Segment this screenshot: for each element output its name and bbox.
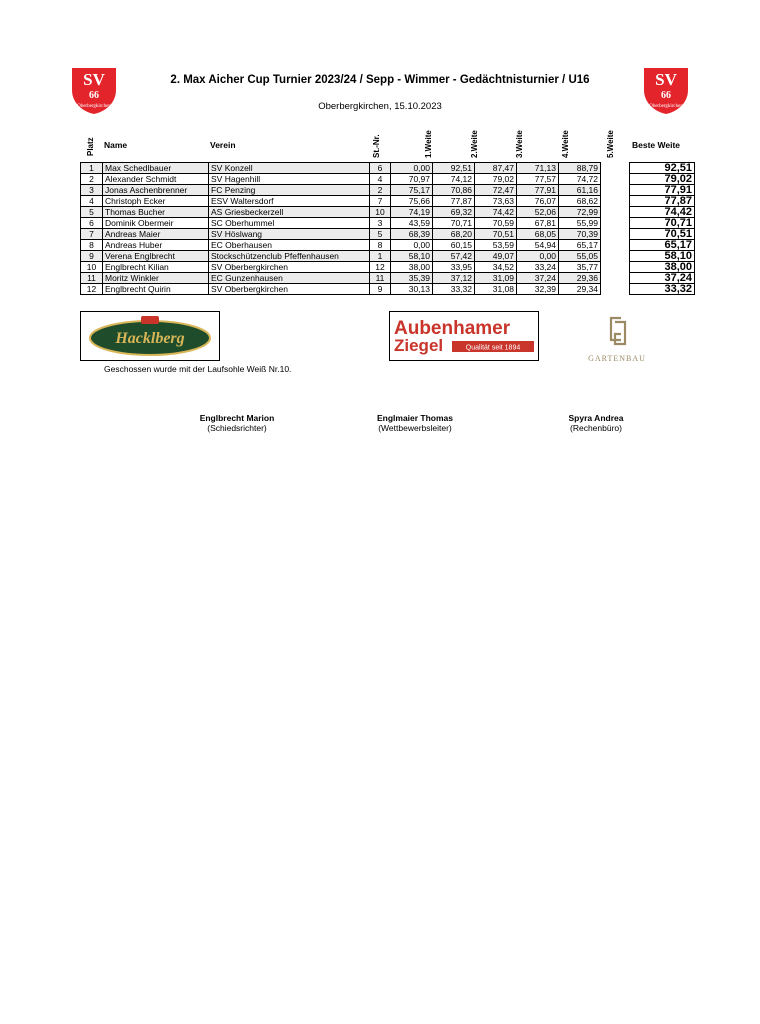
cell-throw-5: 61,16 — [559, 185, 601, 196]
aubenhamer-line2: Ziegel — [394, 336, 444, 355]
cell-best: 92,51 — [630, 163, 695, 174]
cell-club: SV Konzell — [209, 163, 370, 174]
cell-throw-5: 29,36 — [559, 273, 601, 284]
cell-throw-5: 74,72 — [559, 174, 601, 185]
col-header-throw-1: 1.Weite — [424, 130, 433, 158]
cell-throw-4: 37,24 — [517, 273, 559, 284]
cell-start-no: 12 — [370, 262, 391, 273]
aubenhamer-logo — [390, 312, 538, 360]
cell-rank: 1 — [81, 163, 103, 174]
cell-throw-3: 70,59 — [475, 218, 517, 229]
cell-club: SC Oberhummel — [209, 218, 370, 229]
cell-start-no: 2 — [370, 185, 391, 196]
cell-throw-2: 68,20 — [433, 229, 475, 240]
table-row — [81, 163, 601, 174]
cell-throw-5: 72,99 — [559, 207, 601, 218]
cell-throw-3: 53,59 — [475, 240, 517, 251]
best-distance-table — [629, 162, 695, 295]
cell-best: 33,32 — [630, 284, 695, 295]
cell-start-no: 3 — [370, 218, 391, 229]
logo-number: 66 — [661, 90, 671, 101]
cell-throw-2: 92,51 — [433, 163, 475, 174]
cell-throw-3: 31,08 — [475, 284, 517, 295]
cell-start-no: 9 — [370, 284, 391, 295]
cell-name: Englbrecht Quirin — [103, 284, 209, 295]
best-row — [630, 229, 695, 240]
cell-start-no: 5 — [370, 229, 391, 240]
cell-rank: 8 — [81, 240, 103, 251]
table-row — [81, 229, 601, 240]
signature-name: Englmaier Thomas — [376, 413, 454, 423]
best-row — [630, 207, 695, 218]
table-row — [81, 196, 601, 207]
table-row — [81, 284, 601, 295]
best-row — [630, 284, 695, 295]
cell-throw-3: 73,63 — [475, 196, 517, 207]
cell-throw-5: 70,39 — [559, 229, 601, 240]
cell-throw-5: 55,05 — [559, 251, 601, 262]
cell-start-no: 4 — [370, 174, 391, 185]
cell-throw-3: 74,42 — [475, 207, 517, 218]
cell-name: Dominik Obermeir — [103, 218, 209, 229]
sponsor-aubenhamer — [389, 311, 539, 361]
cell-throw-3: 72,47 — [475, 185, 517, 196]
cell-best: 37,24 — [630, 273, 695, 284]
cell-throw-4: 76,07 — [517, 196, 559, 207]
cell-throw-4: 77,91 — [517, 185, 559, 196]
cell-throw-1: 58,10 — [391, 251, 433, 262]
cell-throw-5: 65,17 — [559, 240, 601, 251]
col-header-name: Name — [104, 140, 128, 150]
cell-throw-1: 70,97 — [391, 174, 433, 185]
cell-throw-5: 68,62 — [559, 196, 601, 207]
table-row — [81, 262, 601, 273]
cell-throw-1: 75,17 — [391, 185, 433, 196]
table-row — [81, 240, 601, 251]
cell-throw-3: 31,09 — [475, 273, 517, 284]
cell-best: 77,87 — [630, 196, 695, 207]
cell-throw-4: 32,39 — [517, 284, 559, 295]
cell-name: Thomas Bucher — [103, 207, 209, 218]
cell-name: Englbrecht Kilian — [103, 262, 209, 273]
cell-rank: 9 — [81, 251, 103, 262]
cell-club: SV Oberbergkirchen — [209, 262, 370, 273]
cell-name: Andreas Huber — [103, 240, 209, 251]
cell-rank: 7 — [81, 229, 103, 240]
cell-throw-5: 88,79 — [559, 163, 601, 174]
col-header-throw-3: 3.Weite — [515, 130, 524, 158]
table-row — [81, 185, 601, 196]
cell-start-no: 11 — [370, 273, 391, 284]
best-row — [630, 273, 695, 284]
cell-club: EC Gunzenhausen — [209, 273, 370, 284]
cell-throw-1: 75,66 — [391, 196, 433, 207]
cell-throw-1: 68,39 — [391, 229, 433, 240]
page-subtitle: Oberbergkirchen, 15.10.2023 — [318, 101, 442, 112]
cell-best: 65,17 — [630, 240, 695, 251]
cell-best: 79,02 — [630, 174, 695, 185]
cell-throw-2: 37,12 — [433, 273, 475, 284]
best-row — [630, 251, 695, 262]
logo-ring-text: Oberbergkirchen — [77, 104, 111, 109]
cell-throw-1: 35,39 — [391, 273, 433, 284]
logo-text: SV — [83, 70, 105, 89]
table-row — [81, 251, 601, 262]
hacklberg-text: Hacklberg — [115, 330, 185, 347]
signature-role: (Schiedsrichter) — [207, 423, 267, 433]
cell-throw-2: 69,32 — [433, 207, 475, 218]
cell-start-no: 1 — [370, 251, 391, 262]
cell-throw-2: 70,86 — [433, 185, 475, 196]
col-header-club: Verein — [210, 140, 236, 150]
best-row — [630, 196, 695, 207]
cell-club: SV Hagenhill — [209, 174, 370, 185]
cell-throw-2: 60,15 — [433, 240, 475, 251]
cell-throw-4: 54,94 — [517, 240, 559, 251]
cell-throw-2: 33,32 — [433, 284, 475, 295]
best-row — [630, 240, 695, 251]
best-row — [630, 218, 695, 229]
cell-throw-1: 43,59 — [391, 218, 433, 229]
cell-rank: 5 — [81, 207, 103, 218]
cell-throw-4: 33,24 — [517, 262, 559, 273]
logo-number: 66 — [89, 90, 99, 101]
cell-start-no: 8 — [370, 240, 391, 251]
col-header-throw-2: 2.Weite — [470, 130, 479, 158]
col-header-rank: Platz — [86, 137, 95, 156]
cell-best: 70,71 — [630, 218, 695, 229]
results-table — [80, 162, 601, 295]
cell-club: SV Höslwang — [209, 229, 370, 240]
cell-name: Moritz Winkler — [103, 273, 209, 284]
cell-club: SV Oberbergkirchen — [209, 284, 370, 295]
table-row — [81, 273, 601, 284]
logo-ring-text: Oberbergkirchen — [649, 104, 683, 109]
best-row — [630, 185, 695, 196]
cell-throw-2: 77,87 — [433, 196, 475, 207]
cell-throw-3: 70,51 — [475, 229, 517, 240]
cell-name: Christoph Ecker — [103, 196, 209, 207]
cell-rank: 12 — [81, 284, 103, 295]
gartenbau-text: GARTENBAU — [588, 354, 646, 363]
note-text: Geschossen wurde mit der Laufsohle Weiß Nr.10. — [104, 364, 292, 374]
signature-name: Spyra Andrea — [568, 413, 624, 423]
cell-best: 77,91 — [630, 185, 695, 196]
cell-throw-4: 67,81 — [517, 218, 559, 229]
table-row — [81, 174, 601, 185]
cell-rank: 10 — [81, 262, 103, 273]
cell-club: AS Griesbeckerzell — [209, 207, 370, 218]
best-row — [630, 262, 695, 273]
cell-rank: 6 — [81, 218, 103, 229]
signature-role: (Rechenbüro) — [570, 423, 622, 433]
cell-throw-4: 0,00 — [517, 251, 559, 262]
sponsor-hacklberg — [80, 311, 220, 361]
hacklberg-logo — [81, 312, 219, 360]
cell-club: EC Oberhausen — [209, 240, 370, 251]
col-header-best: Beste Weite — [632, 140, 681, 150]
cell-throw-1: 74,19 — [391, 207, 433, 218]
cell-name: Jonas Aschenbrenner — [103, 185, 209, 196]
cell-rank: 11 — [81, 273, 103, 284]
cell-throw-3: 34,52 — [475, 262, 517, 273]
cell-name: Max Schedlbauer — [103, 163, 209, 174]
cell-throw-4: 71,13 — [517, 163, 559, 174]
cell-rank: 3 — [81, 185, 103, 196]
page-title: 2. Max Aicher Cup Turnier 2023/24 / Sepp - Wimmer - Gedächtnisturnier / U16 — [170, 74, 590, 86]
cell-throw-4: 77,57 — [517, 174, 559, 185]
cell-throw-3: 49,07 — [475, 251, 517, 262]
cell-rank: 4 — [81, 196, 103, 207]
best-row — [630, 163, 695, 174]
signature-role: (Wettbewerbsleiter) — [378, 423, 452, 433]
cell-best: 58,10 — [630, 251, 695, 262]
cell-throw-2: 33,95 — [433, 262, 475, 273]
cell-throw-3: 87,47 — [475, 163, 517, 174]
aubenhamer-tag: Qualität seit 1894 — [465, 344, 521, 352]
cell-club: ESV Waltersdorf — [209, 196, 370, 207]
signature-name: Englbrecht Marion — [199, 413, 275, 423]
cell-throw-1: 38,00 — [391, 262, 433, 273]
cell-throw-1: 30,13 — [391, 284, 433, 295]
signature-referee — [167, 413, 307, 433]
cell-throw-2: 57,42 — [433, 251, 475, 262]
cell-throw-1: 0,00 — [391, 240, 433, 251]
sponsor-gartenbau — [577, 314, 657, 368]
cell-start-no: 10 — [370, 207, 391, 218]
cell-throw-2: 74,12 — [433, 174, 475, 185]
cell-throw-1: 0,00 — [391, 163, 433, 174]
col-header-throw-4: 4.Weite — [561, 130, 570, 158]
cell-best: 70,51 — [630, 229, 695, 240]
cell-throw-2: 70,71 — [433, 218, 475, 229]
cell-name: Andreas Maier — [103, 229, 209, 240]
cell-best: 38,00 — [630, 262, 695, 273]
table-row — [81, 207, 601, 218]
cell-best: 74,42 — [630, 207, 695, 218]
cell-name: Verena Englbrecht — [103, 251, 209, 262]
col-header-start-no: St.-Nr. — [372, 134, 381, 158]
signature-computing-office — [526, 413, 666, 433]
signature-competition-lead — [345, 413, 485, 433]
cell-throw-4: 52,06 — [517, 207, 559, 218]
cell-throw-5: 55,99 — [559, 218, 601, 229]
cell-throw-3: 79,02 — [475, 174, 517, 185]
cell-rank: 2 — [81, 174, 103, 185]
table-row — [81, 218, 601, 229]
cell-club: Stockschützenclub Pfeffenhausen — [209, 251, 370, 262]
logo-text: SV — [655, 70, 677, 89]
cell-throw-5: 29,34 — [559, 284, 601, 295]
aubenhamer-line1: Aubenhamer — [394, 318, 511, 339]
cell-throw-4: 68,05 — [517, 229, 559, 240]
cell-start-no: 7 — [370, 196, 391, 207]
best-row — [630, 174, 695, 185]
cell-club: FC Penzing — [209, 185, 370, 196]
cell-name: Alexander Schmidt — [103, 174, 209, 185]
cell-start-no: 6 — [370, 163, 391, 174]
cell-throw-5: 35,77 — [559, 262, 601, 273]
col-header-throw-5: 5.Weite — [606, 130, 615, 158]
